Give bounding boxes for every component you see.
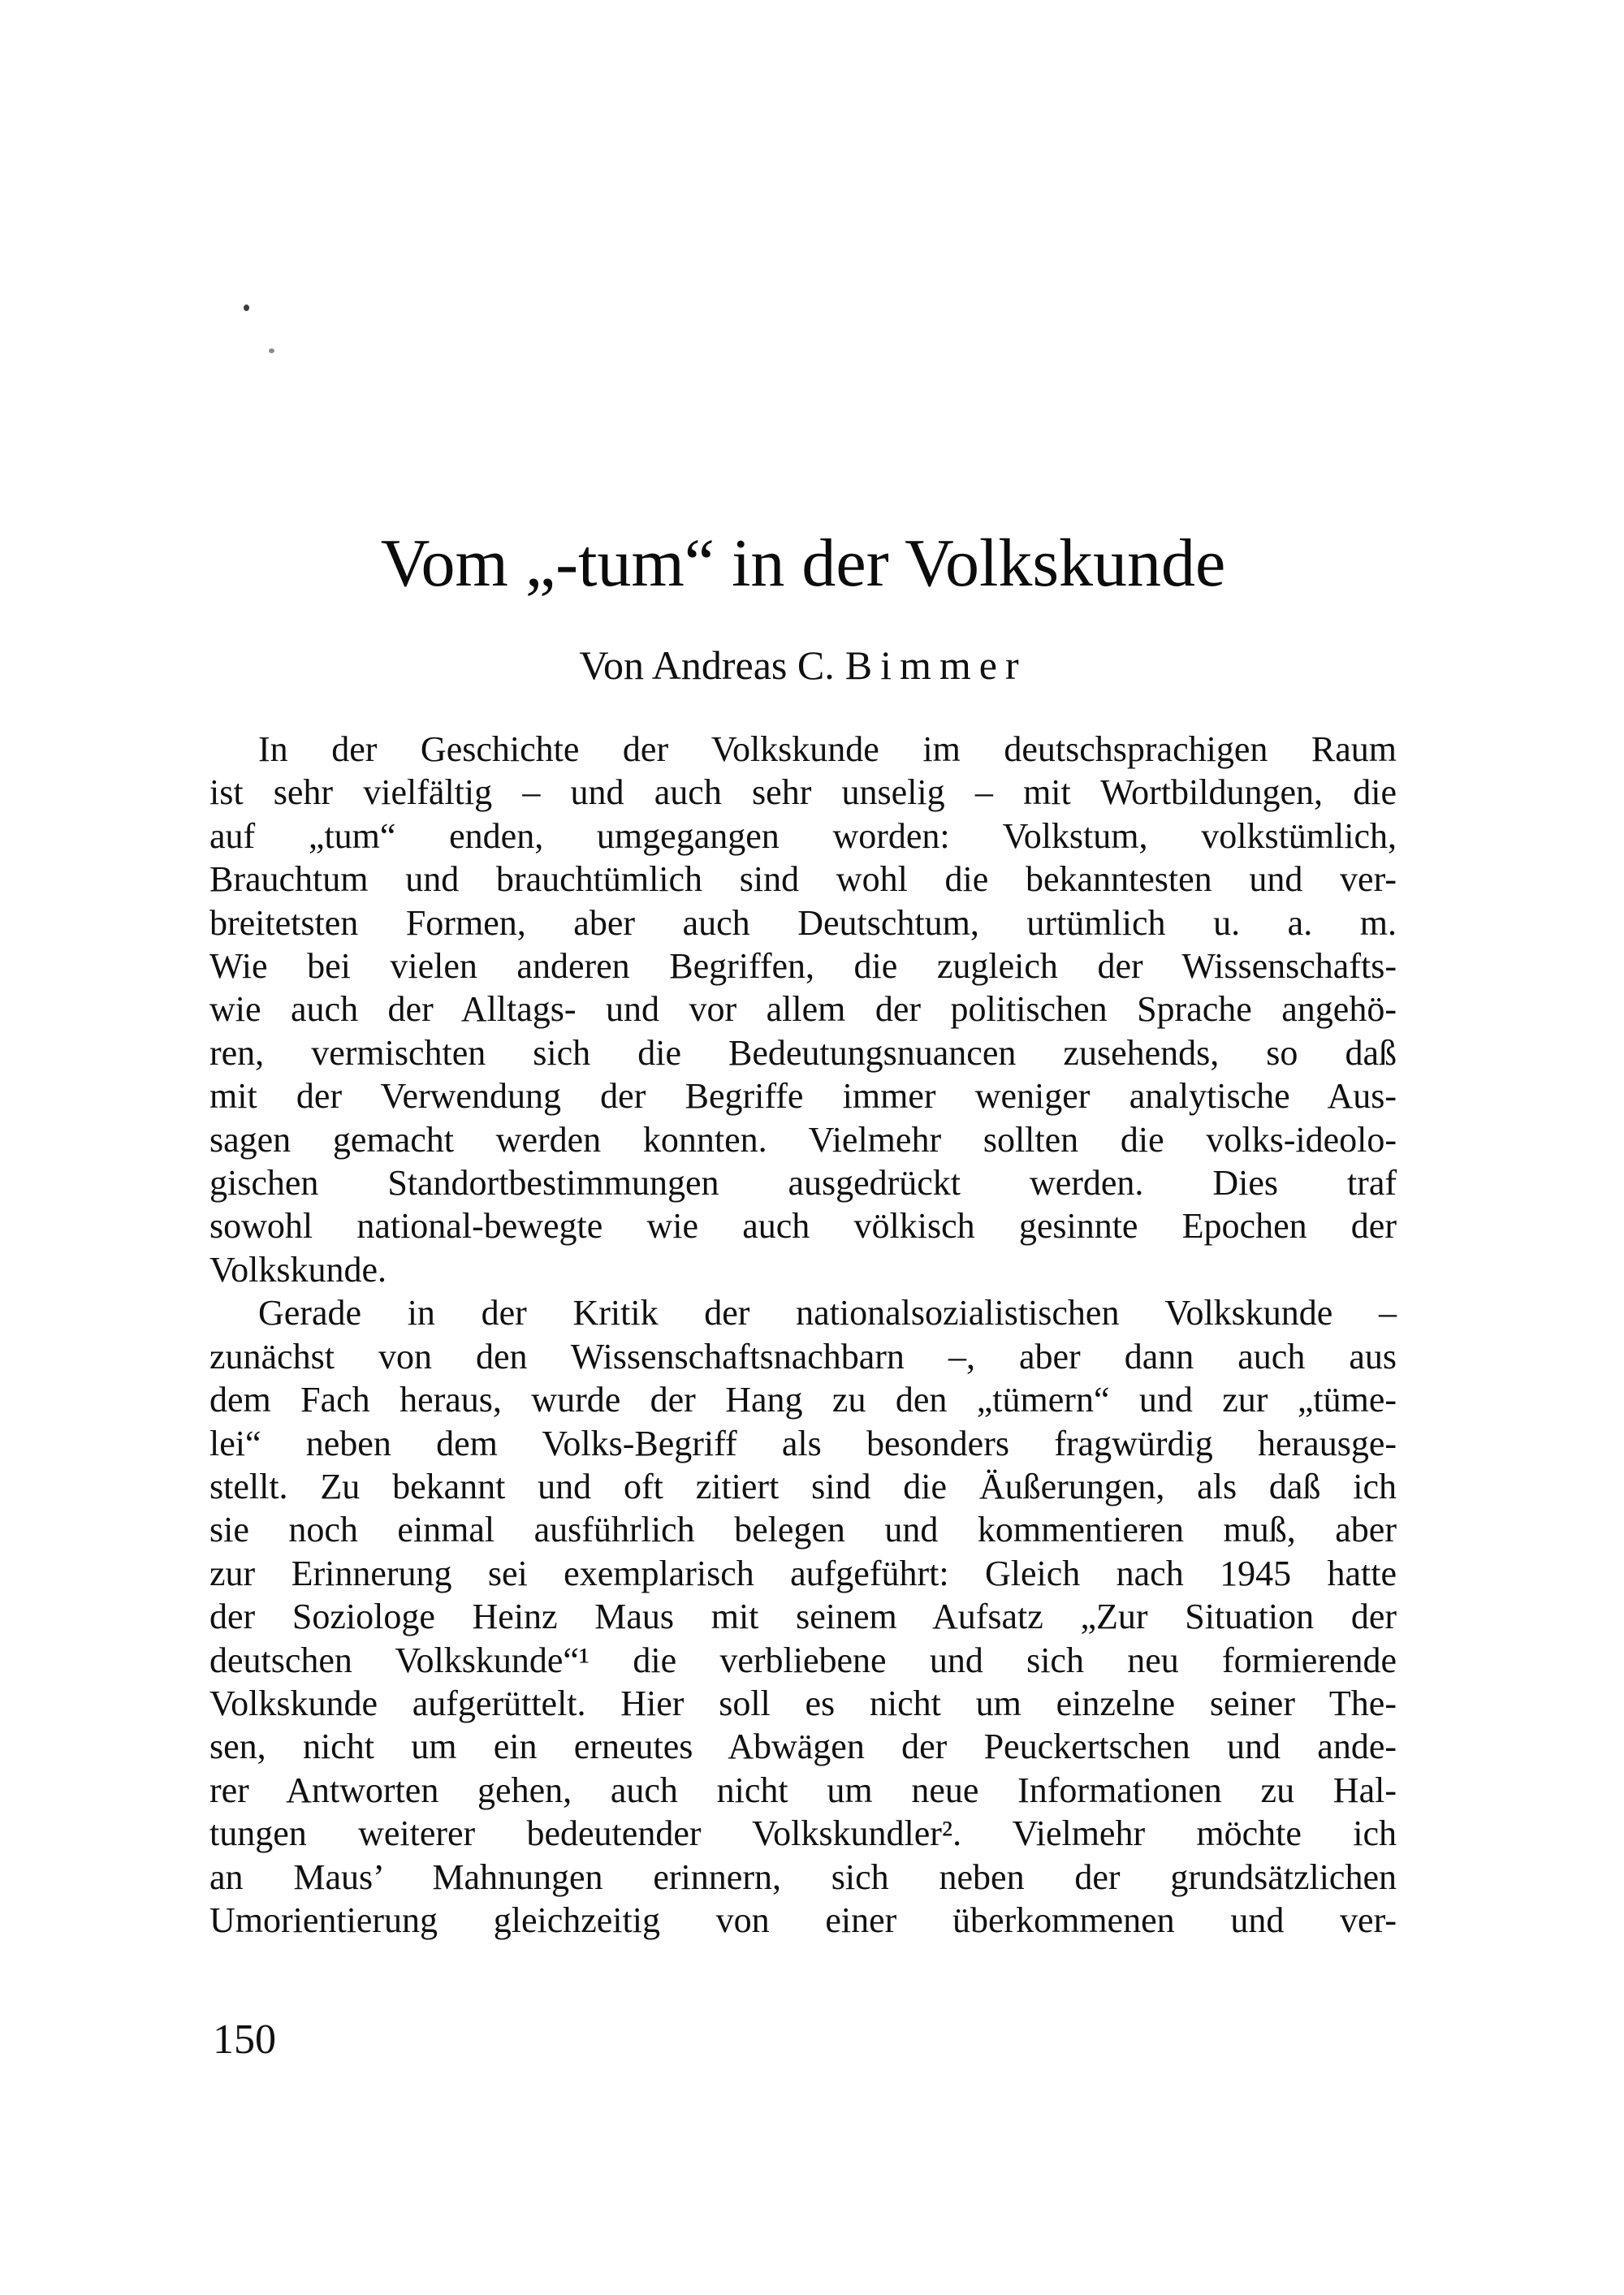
article-title: Vom „-tum“ in der Volkskunde bbox=[380, 525, 1226, 601]
text-line: sie noch einmal ausführlich belegen und kommentieren muß, aber bbox=[209, 1510, 1397, 1550]
text-column bbox=[209, 0, 1397, 2295]
byline-author-name: Bimmer bbox=[844, 642, 1027, 688]
text-line: sowohl national-bewegte wie auch völkisch gesinnte Epochen der bbox=[209, 1206, 1397, 1247]
page-number: 150 bbox=[213, 2016, 276, 2063]
text-line: Gerade in der Kritik der nationalsozialistischen Volkskunde – bbox=[258, 1293, 1397, 1333]
text-line: Volkskunde aufgerüttelt. Hier soll es nicht um einzelne seiner The- bbox=[209, 1683, 1397, 1723]
text-line: an Maus’ Mahnungen erinnern, sich neben der grundsätzlichen bbox=[209, 1856, 1397, 1897]
text-line: zunächst von den Wissenschaftsnachbarn –, aber dann auch aus bbox=[209, 1336, 1397, 1377]
text-line: dem Fach heraus, wurde der Hang zu den „tümern“ und zur „tüme- bbox=[209, 1380, 1397, 1420]
text-line: ren, vermischten sich die Bedeutungsnuancen zusehends, so daß bbox=[209, 1032, 1397, 1073]
text-line: wie auch der Alltags- und vor allem der politischen Sprache angehö- bbox=[209, 989, 1397, 1030]
text-line: In der Geschichte der Volkskunde im deutschsprachigen Raum bbox=[258, 729, 1397, 769]
text-line: Wie bei vielen anderen Begriffen, die zugleich der Wissenschafts- bbox=[209, 946, 1397, 987]
text-line: breitetsten Formen, aber auch Deutschtum, urtümlich u. a. m. bbox=[209, 902, 1397, 943]
byline bbox=[209, 642, 1397, 688]
text-line: tungen weiterer bedeutender Volkskundler². Vielmehr möchte ich bbox=[209, 1813, 1397, 1854]
text-line: deutschen Volkskunde“¹ die verbliebene und sich neu formierende bbox=[209, 1640, 1397, 1680]
text-line: sen, nicht um ein erneutes Abwägen der Peuckertschen und ande- bbox=[209, 1727, 1397, 1767]
text-line: ist sehr vielfältig – und auch sehr unselig – mit Wortbildungen, die bbox=[209, 772, 1397, 813]
byline-prefix: Von Andreas C. bbox=[579, 642, 835, 688]
text-line: auf „tum“ enden, umgegangen worden: Volkstum, volkstümlich, bbox=[209, 815, 1397, 856]
text-line: zur Erinnerung sei exemplarisch aufgeführt: Gleich nach 1945 hatte bbox=[209, 1553, 1397, 1593]
text-line: gischen Standortbestimmungen ausgedrückt werden. Dies traf bbox=[209, 1163, 1397, 1204]
text-line: der Soziologe Heinz Maus mit seinem Aufsatz „Zur Situation der bbox=[209, 1597, 1397, 1637]
text-line: sagen gemacht werden konnten. Vielmehr sollten die volks-ideolo- bbox=[209, 1119, 1397, 1160]
text-line: stellt. Zu bekannt und oft zitiert sind die Äußerungen, als daß ich bbox=[209, 1466, 1397, 1506]
text-line: lei“ neben dem Volks-Begriff als besonders fragwürdig herausge- bbox=[209, 1423, 1397, 1463]
text-line: mit der Verwendung der Begriffe immer weniger analytische Aus- bbox=[209, 1076, 1397, 1117]
text-line: Volkskunde. bbox=[209, 1249, 387, 1290]
text-line: rer Antworten gehen, auch nicht um neue Informationen zu Hal- bbox=[209, 1770, 1397, 1810]
article-body bbox=[209, 728, 1397, 1942]
text-line: Umorientierung gleichzeitig von einer überkommenen und ver- bbox=[209, 1900, 1397, 1940]
text-line: Brauchtum und brauchtümlich sind wohl die bekanntesten und ver- bbox=[209, 859, 1397, 900]
